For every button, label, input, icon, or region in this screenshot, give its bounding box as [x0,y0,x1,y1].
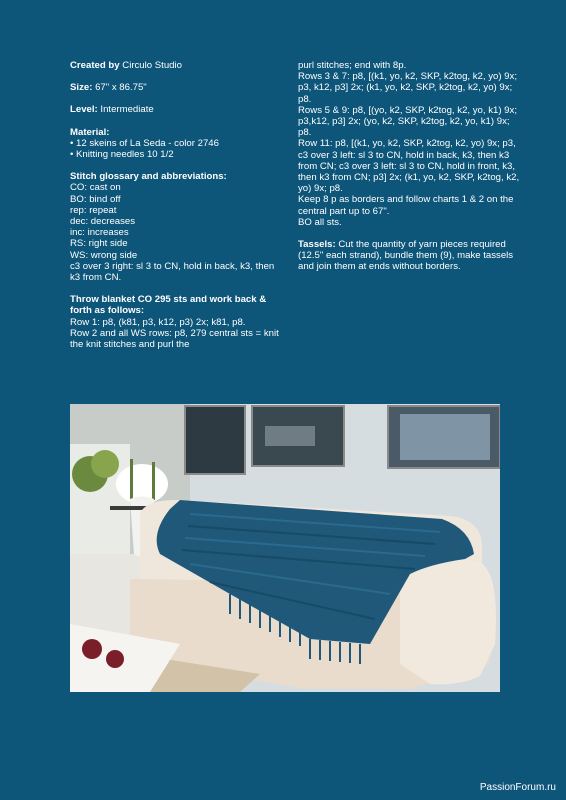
level [70,104,285,115]
watermark: PassionForum.ru [479,782,556,793]
size [70,82,285,93]
photo-illustration [70,404,500,692]
instruction-line: BO all sts. [298,216,342,228]
instruction-line: Rows 5 & 9: p8, [(yo, k2, SKP, k2tog, k2, yo, k1) 9x; p3,k12, p3] 2x; (yo, k2, SKP, k2tog, k2, yo, k1) 9x; p8. [298,104,517,139]
glossary-item: c3 over 3 right: sl 3 to CN, hold in back, k3, then k3 from CN. [70,260,275,284]
instruction-line: Row 11: p8, [(k1, yo, k2, SKP, k2tog, k2, yo) 9x; p3, c3 over 3 left: sl 3 to CN, hold in back, k3, then k3 from CN; c3 over 3 left: sl 3 to CN, hold in front, k3, then k3 from CN; p3] 2x; (k1, yo, k2, SKP, k2tog, k2, yo) 9x; p8. [298,138,520,195]
instruction-line: purl stitches; end with 8p. [298,60,407,71]
glossary-item: inc: increases [70,227,129,239]
rows-section [298,60,520,228]
glossary-item: BO: bind off [70,193,121,205]
instruction-line: Keep 8 p as borders and follow charts 1 & 2 on the central part up to 67". [298,194,514,217]
glossary-item: WS: wrong side [70,249,138,261]
left-column [70,60,285,350]
material-item: • Knitting needles 10 1/2 [70,149,174,161]
tassels-label: Tassels: [298,239,336,251]
size-label: Size: [70,82,93,94]
tassels-text: Cut the quantity of yarn pieces required (12.5" each strand), bundle them (9), make tassels and join them at ends without borders. [298,239,514,273]
material-item: • 12 skeins of La Seda - color 2746 [70,137,219,149]
instruction-line: Row 2 and all WS rows: p8, 279 central sts = knit the knit stitches and purl the [70,327,279,351]
glossary-item: rep: repeat [70,204,117,216]
throw-section [70,294,285,350]
size-value: 67" x 86.75" [92,82,147,94]
created-label: Created by [70,60,120,71]
level-value: Intermediate [97,104,154,116]
material-section [70,127,285,161]
right-column [298,60,520,284]
material-heading: Material: [70,126,110,138]
instruction-line: Rows 3 & 7: p8, [(k1, yo, k2, SKP, k2tog, k2, yo) 9x; p3, k12, p3] 2x; (k1, yo, k2, SKP, k2tog, k2, yo) 9x; p8. [298,71,517,105]
tassels [298,239,520,273]
level-label: Level: [70,104,98,116]
throw-heading: Throw blanket CO 295 sts and work back & forth as follows: [70,294,267,317]
instruction-line: Row 1: p8, (k81, p3, k12, p3) 2x; k81, p8. [70,316,246,328]
glossary-item: CO: cast on [70,182,121,194]
glossary-heading: Stitch glossary and abbreviations: [70,171,227,183]
created-value: Circulo Studio [119,60,182,71]
glossary-item: dec: decreases [70,216,136,228]
glossary-section [70,171,285,283]
photo-sofa-with-blue-throw [70,404,500,692]
created-by [70,60,285,71]
glossary-item: RS: right side [70,238,128,250]
